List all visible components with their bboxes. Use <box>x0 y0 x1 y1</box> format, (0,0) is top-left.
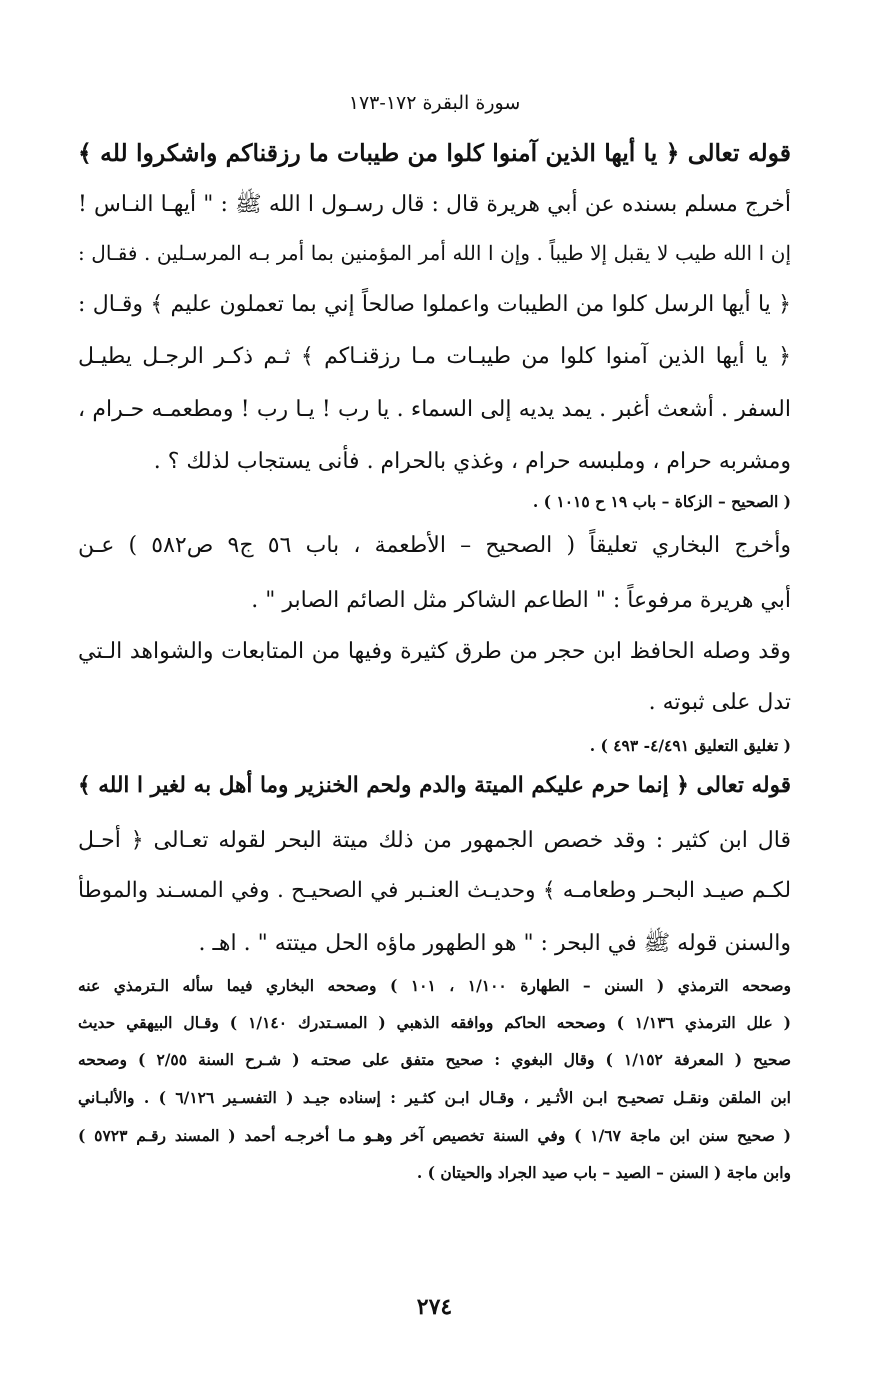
body-line: إن ا الله طيب لا يقبل إلا طيباً . وإن ا الله أمر المؤمنين بما أمر بـه المرسـلين . فقـال : <box>78 241 791 265</box>
document-page <box>78 0 791 1385</box>
page-number: ٢٧٤ <box>416 1294 453 1320</box>
body-line: السفر . أشعث أغبر . يمد يديه إلى السماء . يا رب ! يـا رب ! ومطعمـه حـرام ، <box>78 397 791 422</box>
footnote-line: ابن الملقن ونقـل تصحيـح ابـن الأثـير ، وقـال ابـن كثـير : إسناده جيـد ( التفسـير ٦/١٢٦ ) . والألبـاني <box>78 1088 791 1107</box>
body-line: ﴿ يا أيها الذين آمنوا كلوا من طيبـات مـا رزقنـاكم ﴾ ثـم ذكـر الرجـل يطيـل <box>78 344 791 369</box>
footnote-line: وابن ماجة ( السنن – الصيد – باب صيد الجراد والحيتان ) . <box>416 1163 791 1182</box>
body-line: أخرج مسلم بسنده عن أبي هريرة قال : قال رسـول ا الله ﷺ : " أيهـا النـاس ! <box>78 192 791 217</box>
body-line: لكـم صيـد البحـر وطعامـه ﴾ وحديـث العنـبر في الصحيـح . وفي المسـند والموطأ <box>78 878 791 903</box>
body-line: ﴿ يا أيها الرسل كلوا من الطيبات واعملوا صالحاً إني بما تعملون عليم ﴾ وقـال : <box>78 292 791 317</box>
verse-heading: قوله تعالى ﴿ إنما حرم عليكم الميتة والدم ولحم الخنزير وما أهل به لغير ا الله ﴾ <box>78 773 791 798</box>
body-line: وأخرج البخاري تعليقاً ( الصحيح – الأطعمة ، باب ٥٦ ج٩ ص٥٨٢ ) عـن <box>78 533 791 558</box>
body-line: قال ابن كثير : وقد خصص الجمهور من ذلك ميتة البحر لقوله تعـالى ﴿ أحـل <box>78 828 791 853</box>
body-line: ومشربه حرام ، وملبسه حرام ، وغذي بالحرام . فأنى يستجاب لذلك ؟ . <box>153 449 791 474</box>
verse-heading: قوله تعالى ﴿ يا أيها الذين آمنوا كلوا من طيبات ما رزقناكم واشكروا لله ﴾ <box>78 139 791 167</box>
running-header: سورة البقرة ١٧٢-١٧٣ <box>348 92 521 114</box>
footnote-line: ( صحيح سنن ابن ماجة ١/٦٧ ) وفي السنة تخصيص آخر وهـو مـا أخرجـه أحمد ( المسند رقـم ٥٧٢٣ ) <box>78 1126 792 1145</box>
body-line: أبي هريرة مرفوعاً : " الطاعم الشاكر مثل الصائم الصابر " . <box>251 588 791 613</box>
citation-note: ( الصحيح – الزكاة – باب ١٩ ح ١٠١٥ ) . <box>532 492 791 511</box>
footnote-line: ( علل الترمذي ١/١٣٦ ) وصححه الحاكم ووافقه الذهبي ( المسـتدرك ١/١٤٠ ) وقـال البيهقي حديث <box>78 1013 791 1032</box>
body-line: تدل على ثبوته . <box>648 690 791 715</box>
body-line: والسنن قوله ﷺ في البحر : " هو الطهور ماؤه الحل ميتته " . اهـ . <box>198 931 791 956</box>
footnote-line: وصححه الترمذي ( السنن – الطهارة ١/١٠٠ ، ١٠١ ) وصححه البخاري فيما سأله الـترمذي عنه <box>78 976 792 995</box>
citation-note: ( تغليق التعليق ٤/٤٩١- ٤٩٣ ) . <box>589 736 791 755</box>
footnote-line: صحيح ( المعرفة ١/١٥٢ ) وقال البغوي : صحيح متفق على صحتـه ( شـرح السنة ٢/٥٥ ) وصححه <box>78 1050 791 1069</box>
body-line: وقد وصله الحافظ ابن حجر من طرق كثيرة وفيها من المتابعات والشواهد الـتي <box>78 639 791 664</box>
